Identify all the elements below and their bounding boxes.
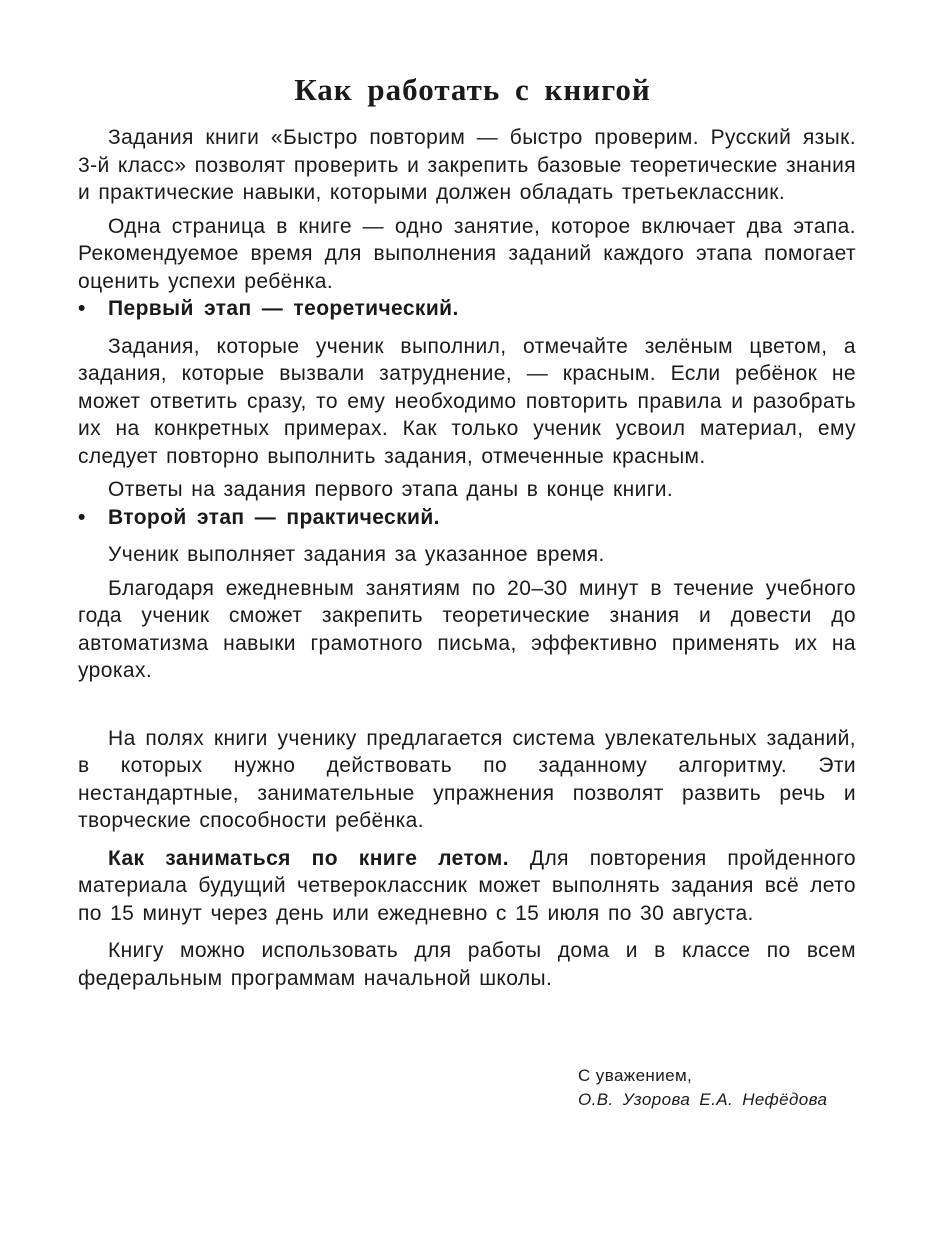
stage1-heading: [78, 295, 856, 323]
stage2-heading: [78, 504, 856, 532]
bullet-icon: •: [78, 297, 86, 320]
page-title: Как работать с книгой: [294, 72, 651, 107]
summer-text: Для повторения пройденного материала будущий четвероклассник может выполнять задания всё лето по 15 минут через день или ежедневно с 15 июля по 30 августа.: [78, 846, 856, 925]
summer-lead: Как заниматься по книге летом.: [108, 846, 509, 870]
signature: [578, 1064, 827, 1112]
summer-paragraph: [78, 845, 856, 928]
usage-paragraph: Книгу можно использовать для работы дома и в классе по всем федеральным программам начальной школы.: [78, 939, 856, 990]
bullet-icon: •: [78, 505, 86, 529]
signature-greeting: С уважением,: [578, 1066, 693, 1085]
body-text: [78, 124, 856, 992]
intro-paragraph-1: Задания книги «Быстро повторим — быстро проверим. Русский язык. 3-й класс» позволят проверить и закрепить базовые теоретические знания и практические навыки, которыми должен обладать третьеклассник.: [78, 126, 856, 204]
stage2-paragraph-2: Благодаря ежедневным занятиям по 20–30 минут в течение учебного года ученик сможет закрепить теоретические знания и довести до автоматизма навыки грамотного письма, эффективно применять их на уроках.: [78, 576, 856, 682]
stage2-paragraph-1: Ученик выполняет задания за указанное время.: [108, 543, 605, 566]
stage1-paragraph-1: Задания, которые ученик выполнил, отмечайте зелёным цветом, а задания, которые вызвали затруднение, — красным. Если ребёнок не может ответить сразу, то ему необходимо повторить правила и разобрать их на конкретных примерах. Как только ученик усвоил материал, ему следует повторно выполнить задания, отмеченные красным.: [78, 334, 856, 468]
signature-authors: О.В. Узорова Е.А. Нефёдова: [578, 1090, 828, 1109]
stage1-paragraph-2: Ответы на задания первого этапа даны в конце книги.: [108, 478, 674, 501]
stage2-heading-text: Второй этап — практический.: [108, 505, 440, 529]
intro-paragraph-2: Одна страница в книге — одно занятие, которое включает два этапа. Рекомендуемое время для выполнения заданий каждого этапа помогает оценить успехи ребёнка.: [78, 214, 856, 293]
margins-paragraph: На полях книги ученику предлагается система увлекательных заданий, в которых нужно действовать по заданному алгоритму. Эти нестандартные, занимательные упражнения позволят развить речь и творческие способности ребёнка.: [78, 726, 856, 832]
stage1-heading-text: Первый этап — теоретический.: [108, 297, 459, 320]
